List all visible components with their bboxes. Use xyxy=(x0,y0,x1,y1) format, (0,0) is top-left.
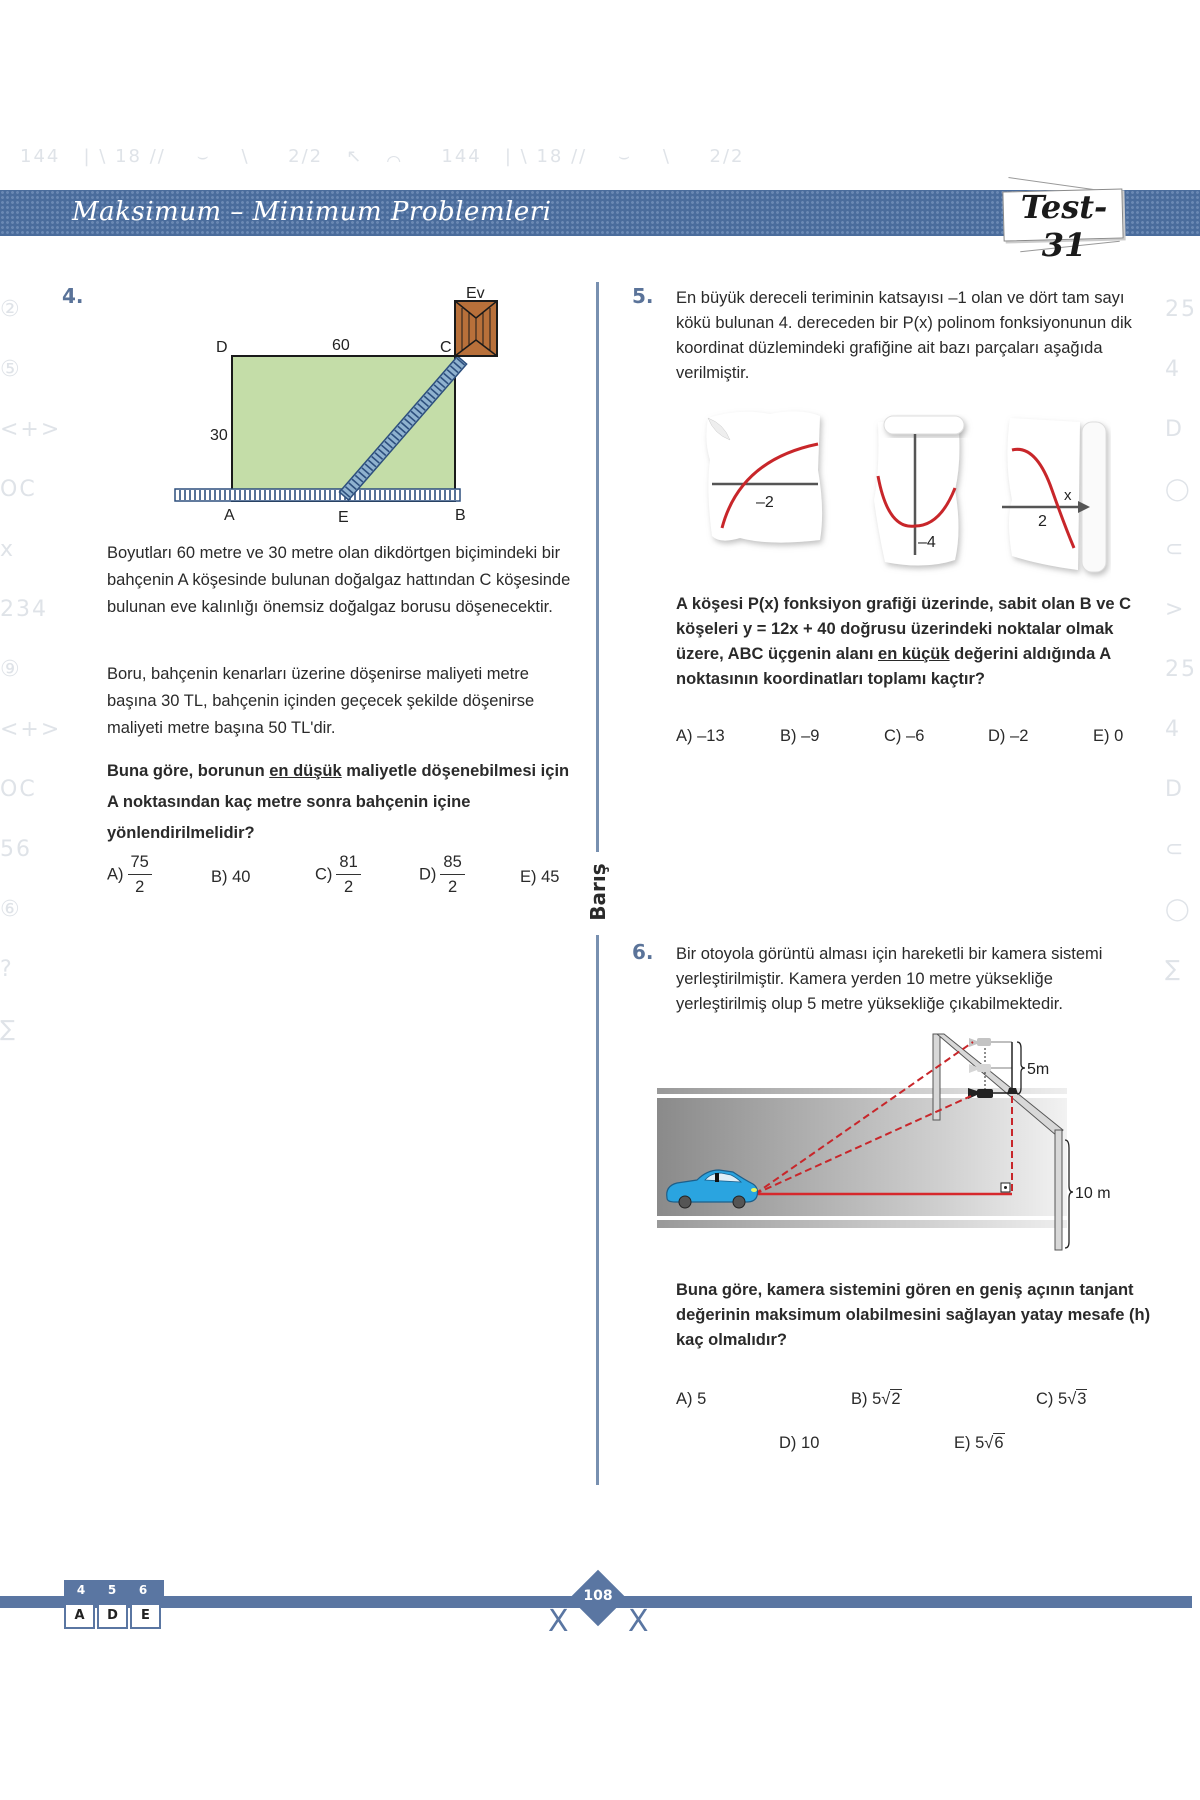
polynomial-graph-pieces xyxy=(700,400,1110,580)
question-6-prompt: Buna göre, kamera sistemini gören en geniş açının tanjant değerinin maksimum olabilmesini sağlayan yatay mesafe (h) kaç olmalıdır? xyxy=(676,1281,1151,1349)
prompt-emphasis: en düşük xyxy=(269,762,342,780)
prompt-text: A köşesi P(x) fonksiyon grafiği üzerinde, sabit olan B ve C köşeleri y = 12x + 40 doğrusu üzerindeki noktalar olmak üzere, ABC üçgenin alanı xyxy=(676,595,1132,663)
question-5-intro: En büyük dereceli teriminin katsayısı –1 olan ve dört tam sayı kökü bulunan 4. dereceden bir P(x) polinom fonksiyonunun dik koordinat düzlemindeki grafiğine ait bazı parçaları aşağıda verilmiştir. xyxy=(676,289,1132,382)
label-house: Ev xyxy=(466,285,485,302)
label-axis-x: x xyxy=(1064,487,1072,504)
label-intercept-neg4: –4 xyxy=(918,534,936,551)
answer-key-number: 5 xyxy=(107,1583,117,1597)
coefficient: 5 xyxy=(975,1434,985,1452)
radicand: 3 xyxy=(1077,1390,1087,1408)
answer-key-number: 6 xyxy=(138,1583,148,1597)
choice-label: B) xyxy=(211,868,228,886)
choice-value: 40 xyxy=(232,868,251,886)
choice-value: 45 xyxy=(541,868,560,886)
prompt-emphasis: en küçük xyxy=(878,645,950,663)
prompt-text: değerini aldığında A noktasının koordinatları toplamı kaçtır? xyxy=(676,645,1111,688)
stick-figure-icon: Ẋ xyxy=(628,1604,649,1639)
choice-label: D) xyxy=(419,865,437,884)
question-5-prompt xyxy=(676,592,1156,692)
choice-label: A) xyxy=(107,865,124,884)
numerator: 85 xyxy=(440,853,464,875)
choice-a[interactable] xyxy=(676,1390,706,1409)
choice-value: –9 xyxy=(801,727,820,745)
label-10m: 10 m xyxy=(1075,1185,1111,1202)
house-icon xyxy=(455,301,497,356)
stick-figure-icon: Ẋ xyxy=(548,1604,569,1639)
answer-key-cell: D xyxy=(97,1603,128,1629)
choice-d[interactable] xyxy=(419,853,465,897)
choice-c[interactable] xyxy=(315,853,361,897)
background-doodles: 144 | \ 18 // ⌣ \ 2/2 ↖ ⌒ 144 | \ 18 // ⌣ \ 2/2 xyxy=(20,146,745,167)
camera-road-figure xyxy=(655,1030,1111,1260)
numerator: 81 xyxy=(336,853,360,875)
pipe-horizontal xyxy=(175,489,460,501)
label-root-2: 2 xyxy=(1038,513,1047,530)
choice-label: A) xyxy=(676,727,693,745)
choice-value: –6 xyxy=(906,727,925,745)
garden-figure xyxy=(160,280,520,530)
camera-icon-ghost xyxy=(969,1064,991,1073)
label-left-side: 30 xyxy=(210,427,228,444)
left-pole xyxy=(933,1034,940,1120)
prompt-text: maliyetle döşenebilmesi için A noktasından kaç metre sonra bahçenin içine yönlendirilmelidir? xyxy=(107,762,570,842)
graph-piece-2 xyxy=(874,416,964,566)
choice-e[interactable] xyxy=(520,868,559,887)
coefficient: 5 xyxy=(1058,1390,1068,1408)
coefficient: 5 xyxy=(872,1390,882,1408)
choice-value: 10 xyxy=(801,1434,820,1452)
choice-value: –2 xyxy=(1010,727,1029,745)
choice-e[interactable]: E) 5√6 xyxy=(954,1434,1004,1452)
choice-a[interactable] xyxy=(107,853,152,897)
label-a: A xyxy=(224,507,235,524)
background-doodles-left: ② ⑤ <+> OC x 234 ⑨ <+> OC 56 ⑥ ? ∑ xyxy=(0,297,62,1042)
label-b: B xyxy=(455,507,466,524)
question-number: 5. xyxy=(632,284,654,308)
choice-a[interactable] xyxy=(676,727,725,746)
column-divider xyxy=(596,935,599,1485)
choice-d[interactable] xyxy=(779,1434,819,1453)
label-top-side: 60 xyxy=(332,337,350,354)
choice-label: E) xyxy=(520,868,537,886)
answer-key-cell: E xyxy=(130,1603,161,1629)
choice-label: A) xyxy=(676,1390,693,1408)
choice-label: E) xyxy=(954,1434,971,1452)
numerator: 75 xyxy=(128,853,152,875)
label-5m: 5m xyxy=(1027,1061,1050,1078)
brand-logo: Barış xyxy=(586,863,610,921)
question-number: 6. xyxy=(632,940,654,964)
garden-rectangle xyxy=(232,356,455,501)
camera-icon xyxy=(968,1088,993,1099)
choice-label: B) xyxy=(780,727,797,745)
choice-label: B) xyxy=(851,1390,868,1408)
answer-key-cell: A xyxy=(64,1603,95,1629)
answer-key-number: 4 xyxy=(76,1583,86,1597)
brace-5m xyxy=(1017,1042,1025,1094)
choice-label: C) xyxy=(315,865,333,884)
choice-value: 5 xyxy=(697,1390,707,1408)
question-4-paragraph-2: Boru, bahçenin kenarları üzerine döşenirse maliyeti metre başına 30 TL, bahçenin içinden geçecek şekilde döşenirse maliyeti metre başına 50 TL'dir. xyxy=(107,665,535,737)
denominator: 2 xyxy=(135,878,145,896)
choice-value: 0 xyxy=(1114,727,1124,745)
choice-label: C) xyxy=(1036,1390,1054,1408)
label-root-neg2: –2 xyxy=(756,494,774,511)
right-pole xyxy=(1055,1130,1062,1250)
label-e: E xyxy=(338,509,349,526)
question-number: 4. xyxy=(62,284,84,308)
background-doodles-right: 25 4 D ◯ ⊂ > 25 4 D ⊂ ◯ ∑ xyxy=(1165,297,1197,982)
choice-label: E) xyxy=(1093,727,1110,745)
radicand: 2 xyxy=(891,1390,901,1408)
choice-b[interactable] xyxy=(780,727,819,746)
choice-e[interactable] xyxy=(1093,727,1123,746)
choice-label: D) xyxy=(779,1434,797,1452)
choice-b[interactable]: B) 5√2 xyxy=(851,1390,901,1408)
question-4-prompt xyxy=(107,756,577,849)
test-label: Test-31 xyxy=(1020,188,1108,264)
choice-label: C) xyxy=(884,727,902,745)
choice-label: D) xyxy=(988,727,1006,745)
radicand: 6 xyxy=(994,1434,1004,1452)
denominator: 2 xyxy=(344,878,354,896)
fraction xyxy=(128,853,152,897)
graph-piece-3 xyxy=(1002,418,1106,572)
choice-c[interactable] xyxy=(884,727,924,746)
choice-c[interactable]: C) 5√3 xyxy=(1036,1390,1087,1408)
fraction xyxy=(440,853,464,897)
column-divider xyxy=(596,282,599,852)
graph-piece-1 xyxy=(706,411,822,542)
label-d: D xyxy=(216,339,228,356)
page-number: 108 xyxy=(583,1588,613,1604)
denominator: 2 xyxy=(448,878,458,896)
choice-d[interactable] xyxy=(988,727,1028,746)
choice-value: –13 xyxy=(697,727,725,745)
label-c: C xyxy=(440,339,452,356)
chapter-title: Maksimum – Minimum Problemleri xyxy=(72,197,552,227)
question-6-intro: Bir otoyola görüntü alması için hareketli bir kamera sistemi yerleştirilmiştir. Kamera yerden 10 metre yüksekliğe yerleştirilmiş olup 5 metre yüksekliğe çıkabilmektedir. xyxy=(676,945,1103,1013)
question-4-paragraph-1: Boyutları 60 metre ve 30 metre olan dikdörtgen biçimindeki bir bahçenin A köşesinde bulunan doğalgaz hattından C köşesinde bulunan eve kalınlığı önemsiz doğalgaz borusu döşenecektir. xyxy=(107,544,571,616)
choice-b[interactable] xyxy=(211,868,250,887)
fraction xyxy=(336,853,360,897)
road-bottom-edge xyxy=(657,1220,1067,1228)
prompt-text: Buna göre, borunun xyxy=(107,762,270,780)
